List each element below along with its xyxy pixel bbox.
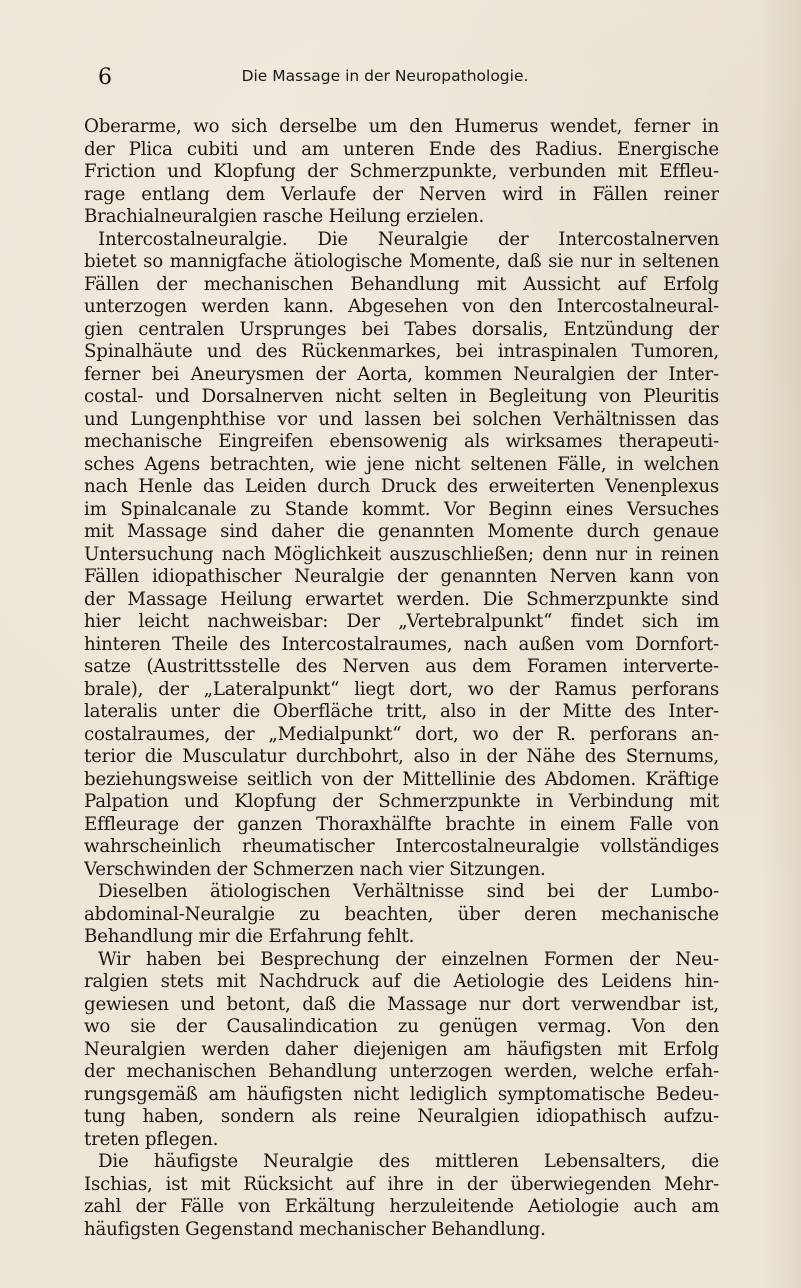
text-line: hier leicht nachweisbar: Der „Vertebralpunkt“ findet sich im (84, 611, 719, 632)
text-line: Palpation und Klopfung der Schmerzpunkte in Verbindung mit (84, 791, 719, 812)
text-line: zahl der Fälle von Erkältung herzuleitende Aetiologie auch am (84, 1196, 719, 1217)
text-line: Ischias, ist mit Rücksicht auf ihre in der überwiegenden Mehr- (84, 1173, 719, 1195)
text-line: beziehungsweise seitlich von der Mittellinie des Abdomen. Kräftige (84, 768, 719, 790)
text-line: bietet so mannigfache ätiologische Momente, daß sie nur in seltenen (84, 251, 719, 272)
text-line: wahrscheinlich rheumatischer Intercostalneuralgie vollständiges (84, 836, 719, 857)
text-line: Fällen idiopathischer Neuralgie der genannten Nerven kann von (84, 566, 719, 587)
text-line: mit Massage sind daher die genannten Momente durch genaue (84, 521, 719, 542)
text-line: Behandlung mir die Erfahrung fehlt. (84, 926, 415, 947)
text-line: Verschwinden der Schmerzen nach vier Sitzungen. (84, 858, 546, 880)
text-line: unterzogen werden kann. Abgesehen von den Intercostalneural- (84, 296, 719, 317)
text-line: costalraumes, der „Medialpunkt“ dort, wo der R. perforans an- (84, 723, 719, 745)
text-line: Die häufigste Neuralgie des mittleren Lebensalters, die (98, 1151, 719, 1172)
text-line: Neuralgien werden daher diejenigen am häufigsten mit Erfolg (84, 1038, 719, 1060)
text-line: rungsgemäß am häufigsten nicht lediglich symptomatische Bedeu- (84, 1083, 719, 1105)
text-line: häufigsten Gegenstand mechanischer Behandlung. (84, 1218, 546, 1240)
text-line: der mechanischen Behandlung unterzogen werden, welche erfah- (84, 1061, 719, 1082)
page-edge-shadow (761, 0, 801, 1288)
text-line: costal- und Dorsalnerven nicht selten in Begleitung von Pleuritis (84, 386, 719, 407)
text-line: mechanische Eingreifen ebensowenig als wirksames therapeuti- (84, 431, 719, 452)
text-line: rage entlang dem Verlaufe der Nerven wird in Fällen reiner (84, 183, 719, 205)
text-line: ralgien stets mit Nachdruck auf die Aetiologie des Leidens hin- (84, 971, 719, 992)
text-line: Dieselben ätiologischen Verhältnisse sind bei der Lumbo- (98, 881, 719, 902)
body-text (84, 116, 719, 1241)
text-line: sches Agens betrachten, wie jene nicht seltenen Fälle, in welchen (84, 453, 719, 475)
text-line: Wir haben bei Besprechung der einzelnen Formen der Neu- (98, 948, 719, 970)
running-title: Die Massage in der Neuropathologie. (241, 67, 529, 85)
text-line: nach Henle das Leiden durch Druck des erweiterten Venenplexus (84, 476, 719, 497)
text-line: tung haben, sondern als reine Neuralgien idiopathisch aufzu- (84, 1106, 719, 1127)
text-line: im Spinalcanale zu Stande kommt. Vor Beginn eines Versuches (84, 498, 719, 520)
text-line: Oberarme, wo sich derselbe um den Humerus wendet, ferner in (84, 116, 719, 137)
text-line: und Lungenphthise vor und lassen bei solchen Verhältnissen das (84, 408, 719, 430)
text-line: Brachialneuralgien rasche Heilung erzielen. (84, 206, 485, 227)
text-line: gewiesen und betont, daß die Massage nur dort verwendbar ist, (84, 993, 719, 1015)
text-line: Fällen der mechanischen Behandlung mit Aussicht auf Erfolg (84, 273, 719, 295)
text-line: lateralis unter die Oberfläche tritt, also in der Mitte des Inter- (84, 701, 719, 722)
text-line: abdominal-Neuralgie zu beachten, über deren mechanische (84, 903, 719, 925)
text-line: hinteren Theile des Intercostalraumes, nach außen vom Dornfort- (84, 633, 719, 655)
text-line: Untersuchung nach Möglichkeit auszuschließen; denn nur in reinen (84, 543, 719, 565)
text-line: satze (Austrittsstelle des Nerven aus dem Foramen interverte- (84, 656, 719, 677)
text-line: brale), der „Lateralpunkt“ liegt dort, wo der Ramus perforans (84, 678, 719, 700)
text-line: ferner bei Aneurysmen der Aorta, kommen Neuralgien der Inter- (84, 363, 719, 385)
text-line: der Massage Heilung erwartet werden. Die Schmerzpunkte sind (84, 588, 719, 610)
text-line: Friction und Klopfung der Schmerzpunkte, verbunden mit Effleu- (84, 161, 719, 182)
page-header (0, 58, 801, 88)
text-line: Spinalhäute und des Rückenmarkes, bei intraspinalen Tumoren, (84, 341, 719, 362)
text-line: gien centralen Ursprunges bei Tabes dorsalis, Entzündung der (84, 318, 719, 340)
text-line: wo sie der Causalindication zu genügen vermag. Von den (84, 1016, 719, 1037)
text-line: der Plica cubiti und am unteren Ende des Radius. Energische (84, 138, 719, 160)
text-line: treten pflegen. (84, 1128, 219, 1150)
page-number: 6 (98, 65, 112, 90)
text-line: terior die Musculatur durchbohrt, also in der Nähe des Sternums, (84, 746, 719, 767)
text-line: Intercostalneuralgie. Die Neuralgie der Intercostalnerven (98, 228, 719, 250)
text-line: Effleurage der ganzen Thoraxhälfte brachte in einem Falle von (84, 813, 719, 835)
